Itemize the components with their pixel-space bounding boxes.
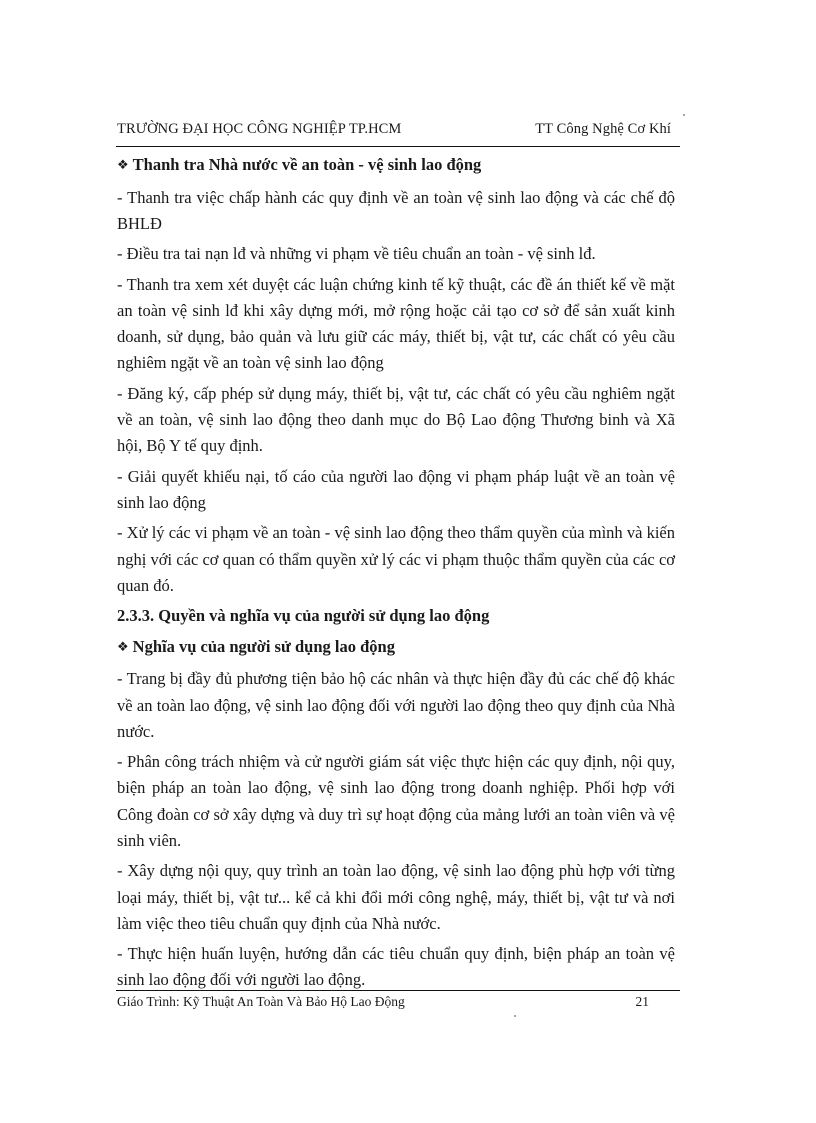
paragraph: - Đăng ký, cấp phép sử dụng máy, thiết bị, vật tư, các chất có yêu cầu nghiêm ngặt về an toàn, vệ sinh lao động theo danh mục do Bộ Lao động Thương binh và Xã hội, Bộ Y tế quy định.	[117, 383, 675, 456]
header-institution: TRƯỜNG ĐẠI HỌC CÔNG NGHIỆP TP.HCM	[117, 121, 402, 137]
section-heading-inspection	[117, 152, 675, 180]
scan-speck	[683, 114, 685, 116]
diamond-bullet-icon: ❖	[117, 639, 129, 655]
paragraph: - Điều tra tai nạn lđ và những vi phạm về tiêu chuẩn an toàn - vệ sinh lđ.	[117, 244, 596, 264]
header-rule	[116, 146, 680, 147]
page-body	[117, 152, 675, 998]
paragraph: - Giải quyết khiếu nại, tố cáo của người lao động vi phạm pháp luật về an toàn vệ sinh lao động	[117, 466, 675, 512]
page-number: 21	[635, 994, 649, 1009]
section-heading-employer-obligations	[117, 634, 675, 662]
section-title: Thanh tra Nhà nước về an toàn - vệ sinh lao động	[132, 155, 482, 174]
subsection-heading: 2.3.3. Quyền và nghĩa vụ của người sử dụng lao động	[117, 606, 490, 626]
paragraph: - Thanh tra xem xét duyệt các luận chứng kinh tế kỹ thuật, các đề án thiết kế về mặt an toàn vệ sinh lđ khi xây dựng mới, mở rộng hoặc cải tạo cơ sở để sản xuất kinh doanh, sử dụng, bảo quản và lưu giữ các máy, thiết bị, vật tư, các chất có yêu cầu nghiêm ngặt về an toàn vệ sinh lao động	[117, 274, 675, 373]
paragraph: - Thực hiện huấn luyện, hướng dẫn các tiêu chuẩn quy định, biện pháp an toàn vệ sinh lao động đối với người lao động.	[117, 944, 675, 990]
section-title: Nghĩa vụ của người sử dụng lao động	[132, 636, 395, 656]
page-footer	[117, 994, 675, 1014]
paragraph: - Phân công trách nhiệm và cử người giám sát việc thực hiện các quy định, nội quy, biện pháp an toàn lao động, vệ sinh lao động trong doanh nghiệp. Phối hợp với Công đoàn cơ sở xây dựng và duy trì sự hoạt động của mảng lưới an toàn viên và vệ sinh viên.	[117, 752, 675, 850]
paragraph: - Thanh tra việc chấp hành các quy định về an toàn vệ sinh lao động và các chế độ BHLĐ	[117, 187, 675, 233]
paragraph: - Xây dựng nội quy, quy trình an toàn lao động, vệ sinh lao động phù hợp với từng loại máy, thiết bị, vật tư... kể cả khi đổi mới công nghệ, máy, thiết bị, vật tư và nơi làm việc theo tiêu chuẩn quy định của Nhà nước.	[117, 861, 675, 933]
paragraph: - Xử lý các vi phạm về an toàn - vệ sinh lao động theo thẩm quyền của mình và kiến nghị với các cơ quan có thẩm quyền xử lý các vi phạm thuộc thẩm quyền của các cơ quan đó.	[117, 523, 675, 595]
page-header	[117, 121, 679, 143]
paragraph: - Trang bị đầy đủ phương tiện bảo hộ các nhân và thực hiện đầy đủ các chế độ khác về an toàn lao động, vệ sinh lao động đối với người lao động theo quy định của Nhà nước.	[117, 669, 675, 741]
diamond-bullet-icon: ❖	[117, 158, 129, 173]
header-department: TT Công Nghệ Cơ Khí	[535, 121, 671, 137]
footer-book-title: Giáo Trình: Kỹ Thuật An Toàn Và Bảo Hộ Lao Động	[117, 994, 405, 1009]
footer-rule	[116, 990, 680, 991]
scan-speck	[514, 1015, 516, 1017]
